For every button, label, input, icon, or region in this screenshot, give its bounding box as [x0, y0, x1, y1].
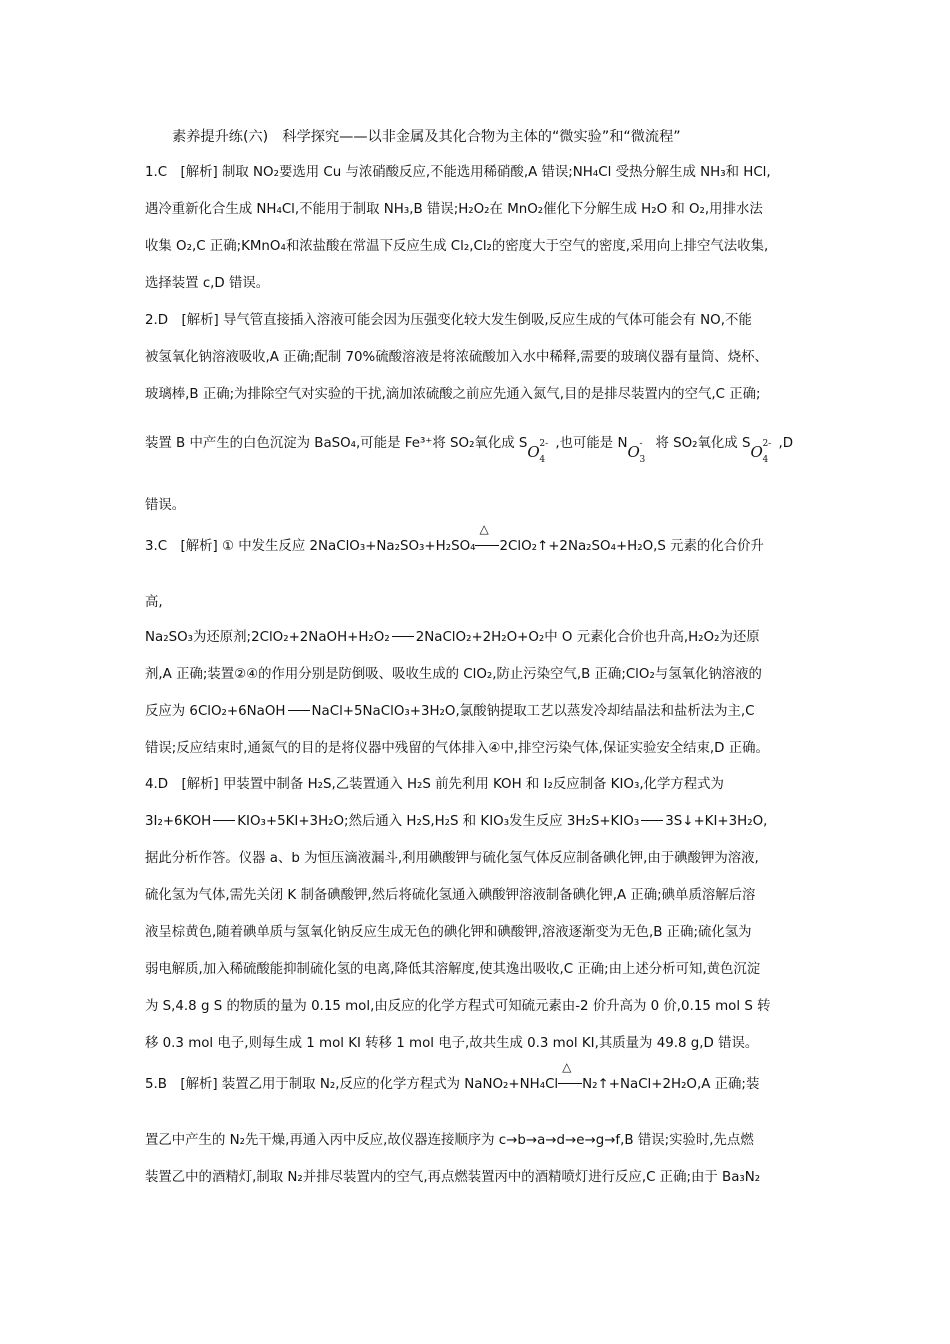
item-3-line-3 — [145, 629, 810, 647]
item-3-line-1-part-b: 2ClO₂↑+2Na₂SO₄+H₂O,S 元素的化合价升 — [499, 539, 764, 554]
item-4-line-7: 为 S,4.8 g S 的物质的量为 0.15 mol,由反应的化学方程式可知硫元素由-2 价升高为 0 价,0.15 mol S 转 — [145, 999, 771, 1014]
item-3-line-1-part-a: 3.C [解析] ① 中发生反应 2NaClO₃+Na₂SO₃+H₂SO₄ — [145, 539, 476, 554]
sulfate-ion-2: O 2- 4 — [750, 439, 772, 465]
item-2-line-1: 2.D [解析] 导气管直接插入溶液可能会因为压强变化较大发生倒吸,反应生成的气体可能会有 NO,不能 — [145, 313, 752, 328]
item-2-line-5: 错误。 — [145, 498, 186, 513]
equation-sign — [213, 820, 235, 821]
item-4-line-8: 移 0.3 mol 电子,则每生成 1 mol KI 转移 1 mol 电子,故共生成 0.3 mol KI,其质量为 49.8 g,D 错误。 — [145, 1036, 759, 1051]
item-4-line-2 — [145, 813, 810, 831]
item-3-line-3-part-b: 2NaClO₂+2H₂O+O₂中 O 元素化合价也升高,H₂O₂为还原 — [415, 630, 760, 645]
item-3-line-4: 剂,A 正确;装置②④的作用分别是防倒吸、吸收生成的 ClO₂,防止污染空气,B 正确;ClO₂与氢氧化钠溶液的 — [145, 667, 762, 682]
heat-condition-sign: △ — [475, 538, 499, 556]
item-3-line-5 — [145, 703, 810, 721]
item-2-line-4-part-b: ,也可能是 N — [555, 436, 628, 451]
item-4-line-6: 弱电解质,加入稀硫酸能抑制硫化氢的电离,降低其溶解度,使其逸出吸收,C 正确;由上述分析可知,黄色沉淀 — [145, 962, 761, 977]
page-title: 素养提升练(六) 科学探究——以非金属及其化合物为主体的“微实验”和“微流程” — [172, 129, 681, 145]
item-4-line-5: 液呈棕黄色,随着碘单质与氢氧化钠反应生成无色的碘化钾和碘酸钾,溶液逐渐变为无色,B 正确;硫化氢为 — [145, 925, 752, 940]
heat-condition-sign: △ — [558, 1076, 582, 1094]
item-3-line-5-part-a: 反应为 6ClO₂+6NaOH — [145, 704, 286, 719]
equation-sign — [392, 636, 414, 637]
nitrate-ion: O - 3 — [627, 439, 646, 465]
item-2-line-4-part-a: 装置 B 中产生的白色沉淀为 BaSO₄,可能是 Fe³⁺将 SO₂氧化成 S — [145, 436, 528, 451]
item-1-line-3: 收集 O₂,C 正确;KMnO₄和浓盐酸在常温下反应生成 Cl₂,Cl₂的密度大于空气的密度,采用向上排空气法收集, — [145, 239, 769, 254]
sulfate-ion-1: O 2- 4 — [527, 439, 549, 465]
item-4-line-2-part-b: KIO₃+5KI+3H₂O;然后通入 H₂S,H₂S 和 KIO₃发生反应 3H₂S+KIO₃ — [237, 814, 640, 829]
item-4-line-3: 据此分析作答。仪器 a、b 为恒压滴液漏斗,利用碘酸钾与硫化氢气体反应制备碘化钾,由于碘酸钾为溶液, — [145, 851, 759, 866]
item-2-line-3: 玻璃棒,B 正确;为排除空气对实验的干扰,滴加浓硫酸之前应先通入氮气,目的是排尽装置内的空气,C 正确; — [145, 387, 761, 402]
item-2-line-2: 被氢氧化钠溶液吸收,A 正确;配制 70%硫酸溶液是将浓硫酸加入水中稀释,需要的玻璃仪器有量筒、烧杯、 — [145, 350, 768, 365]
item-1-line-1: 1.C [解析] 制取 NO₂要选用 Cu 与浓硝酸反应,不能选用稀硝酸,A 错误;NH₄Cl 受热分解生成 NH₃和 HCl, — [145, 165, 771, 180]
equation-sign — [641, 820, 663, 821]
item-3-line-2: 高, — [145, 595, 163, 610]
item-5-line-3: 装置乙中的酒精灯,制取 N₂并排尽装置内的空气,再点燃装置丙中的酒精喷灯进行反应,C 正确;由于 Ba₃N₂ — [145, 1170, 761, 1185]
item-3-line-3-part-a: Na₂SO₃为还原剂;2ClO₂+2NaOH+H₂O₂ — [145, 630, 390, 645]
item-5-line-1-part-a: 5.B [解析] 装置乙用于制取 N₂,反应的化学方程式为 NaNO₂+NH₄Cl — [145, 1077, 559, 1092]
item-4-line-4: 硫化氢为气体,需先关闭 K 制备碘酸钾,然后将硫化氢通入碘酸钾溶液制备碘化钾,A 正确;碘单质溶解后溶 — [145, 888, 756, 903]
item-5-line-1 — [145, 1060, 810, 1094]
item-5-line-1-part-b: N₂↑+NaCl+2H₂O,A 正确;装 — [582, 1077, 760, 1092]
item-2-line-4 — [145, 435, 810, 463]
item-3-line-1 — [145, 522, 810, 556]
item-3-line-6: 错误;反应结束时,通氮气的目的是将仪器中残留的气体排入④中,排空污染气体,保证实验安全结束,D 正确。 — [145, 741, 769, 756]
equation-sign — [288, 710, 310, 711]
item-4-line-2-part-a: 3I₂+6KOH — [145, 814, 212, 829]
item-4-line-1: 4.D [解析] 甲装置中制备 H₂S,乙装置通入 H₂S 前先利用 KOH 和 I₂反应制备 KIO₃,化学方程式为 — [145, 777, 724, 792]
item-2-line-4-part-c: 将 SO₂氧化成 S — [655, 436, 751, 451]
item-3-line-5-part-b: NaCl+5NaClO₃+3H₂O,氯酸钠提取工艺以蒸发冷却结晶法和盐析法为主,C — [311, 704, 755, 719]
item-4-line-2-part-c: 3S↓+KI+3H₂O, — [665, 814, 768, 829]
item-5-line-2: 置乙中产生的 N₂先干燥,再通入丙中反应,故仪器连接顺序为 c→b→a→d→e→g→f,B 错误;实验时,先点燃 — [145, 1133, 754, 1148]
item-1-line-4: 选择装置 c,D 错误。 — [145, 276, 270, 291]
item-2-line-4-part-d: ,D — [778, 436, 794, 451]
item-1-line-2: 遇冷重新化合生成 NH₄Cl,不能用于制取 NH₃,B 错误;H₂O₂在 MnO₂催化下分解生成 H₂O 和 O₂,用排水法 — [145, 202, 763, 217]
